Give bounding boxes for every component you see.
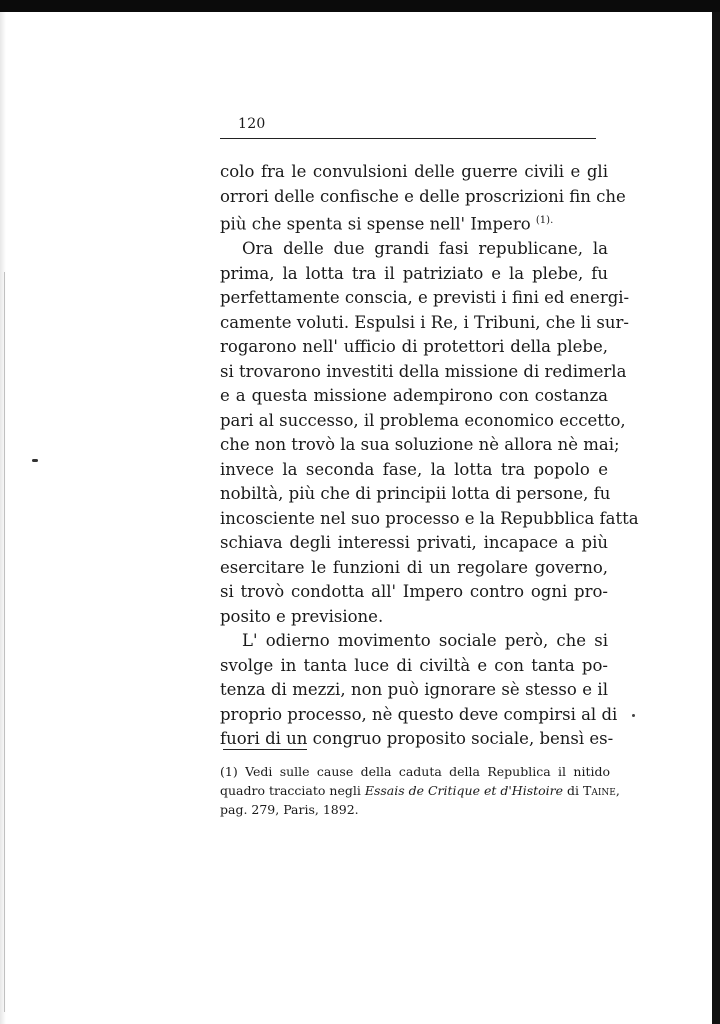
text-line: tenza di mezzi, non può ignorare sè stesso e il xyxy=(220,680,608,699)
footnote-rule xyxy=(223,749,307,750)
text-line: posito e previsione. xyxy=(220,606,384,626)
footnote-book-title: Essais de Critique et d'Histoire xyxy=(364,783,564,798)
footnote xyxy=(220,762,620,819)
footnote-author: Taine xyxy=(583,783,616,798)
paragraph-start-line: Ora delle due grandi fasi republicane, la xyxy=(242,239,608,258)
footnote-text: quadro tracciato negli xyxy=(220,783,365,798)
text-line: nobiltà, più che di principii lotta di persone, fu xyxy=(220,484,611,503)
text-line-content: più che spenta si spense nell' Impero xyxy=(220,214,536,234)
body-text xyxy=(220,160,639,752)
text-line: invece la seconda fase, la lotta tra popolo e xyxy=(220,459,608,479)
text-line: prima, la lotta tra il patriziato e la plebe, fu xyxy=(220,263,608,283)
footnote-line: pag. 279, Paris, 1892. xyxy=(220,802,359,817)
text-line xyxy=(220,209,608,237)
text-line: si trovarono investiti della missione di redimerla xyxy=(220,361,627,381)
scan-right-edge xyxy=(706,12,720,1024)
text-line: che non trovò la sua soluzione nè allora nè mai; xyxy=(220,435,620,454)
text-line: colo fra le convulsioni delle guerre civili e gli xyxy=(220,162,608,181)
text-line: orrori delle confische e delle proscrizioni fin che xyxy=(220,186,626,206)
scan-speck xyxy=(32,459,38,462)
footnote-line xyxy=(220,781,620,800)
text-line: rogarono nell' ufficio di protettori della plebe, xyxy=(220,337,608,356)
paragraph-start-line: L' odierno movimento sociale però, che si xyxy=(242,631,608,650)
text-line: fuori di un congruo proposito sociale, bensì es- xyxy=(220,729,614,748)
text-line: schiava degli interessi privati, incapace a più xyxy=(220,533,608,552)
text-line: e a questa missione adempirono con costanza xyxy=(220,386,608,405)
text-line: svolge in tanta luce di civiltà e con tanta po- xyxy=(220,655,608,675)
footnote-text: di xyxy=(563,783,583,798)
text-line: si trovò condotta all' Impero contro ogni pro- xyxy=(220,582,608,601)
text-line: pari al successo, il problema economico eccetto, xyxy=(220,410,626,430)
scan-top-border xyxy=(0,0,720,12)
text-line: camente voluti. Espulsi i Re, i Tribuni, che li sur- xyxy=(220,312,629,332)
text-line: proprio processo, nè questo deve compirsi al di xyxy=(220,704,618,724)
header-rule xyxy=(220,138,596,139)
scan-speck xyxy=(632,714,635,717)
text-line: esercitare le funzioni di un regolare governo, xyxy=(220,557,608,577)
footnote-text: , xyxy=(615,783,620,798)
text-line: perfettamente conscia, e previsti i fini ed energi- xyxy=(220,288,630,307)
footnote-reference: (1). xyxy=(535,215,554,226)
text-line: incosciente nel suo processo e la Repubblica fatta xyxy=(220,508,639,528)
scan-left-edge xyxy=(0,12,6,1024)
footnote-line: (1) Vedi sulle cause della caduta della Republica il nitido xyxy=(220,764,610,779)
page-number: 120 xyxy=(238,116,266,132)
